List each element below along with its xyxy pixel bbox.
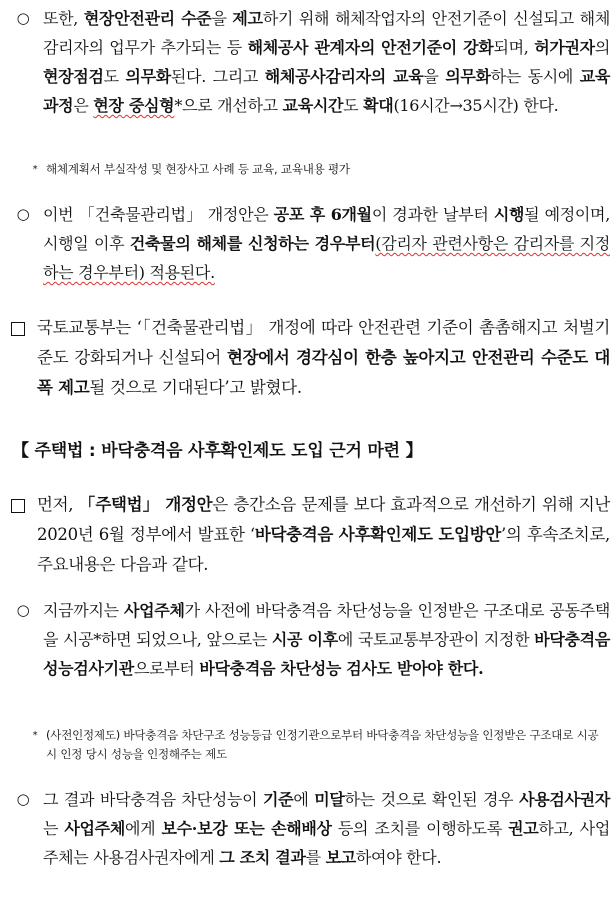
footnote-prior-certification bbox=[0, 726, 616, 764]
footnote-education bbox=[0, 160, 616, 179]
paragraph-enforcement bbox=[0, 200, 616, 287]
paragraph-safety-management bbox=[0, 4, 616, 120]
asterisk-icon: * bbox=[32, 730, 38, 741]
paragraph-ministry-statement bbox=[0, 313, 616, 403]
paragraph-text: 지금까지는 사업주체가 사전에 바닥충격음 차단성능을 인정받은 구조대로 공동주택을 시공*하면 되었으나, 앞으로는 시공 이후에 국토교통부장관이 지정한 바닥충격음 성능검사기관으로부터 바닥충격음 차단성능 검사도 받아야 한다. bbox=[43, 601, 610, 678]
paragraph-housing-act bbox=[0, 490, 616, 580]
circle-bullet-icon: ○ bbox=[16, 601, 30, 619]
section-heading: 【 주택법 : 바닥충격음 사후확인제도 도입 근거 마련 】 bbox=[12, 441, 423, 461]
footnote-text: 해체계획서 부실작성 및 현장사고 사례 등 교육, 교육내용 평가 bbox=[46, 162, 350, 176]
paragraph-text: 그 결과 바닥충격음 차단성능이 기준에 미달하는 것으로 확인된 경우 사용검사권자는 사업주체에게 보수·보강 또는 손해배상 등의 조치를 이행하도록 권고하고, 사업주체는 사용검사권자에게 그 조치 결과를 보고하여야 한다. bbox=[43, 790, 610, 867]
asterisk-icon: * bbox=[32, 164, 38, 175]
circle-bullet-icon: ○ bbox=[16, 205, 30, 223]
square-bullet-icon bbox=[7, 313, 29, 403]
footnote-text: (사전인정제도) 바닥충격음 차단구조 성능등급 인정기관으로부터 바닥충격음 차단성능을 인정받은 구조대로 시공 시 인정 당시 성능을 인정해주는 제도 bbox=[46, 728, 599, 761]
circle-bullet-icon: ○ bbox=[16, 9, 30, 27]
paragraph-text: 이번 「건축물관리법」 개정안은 공포 후 6개월이 경과한 날부터 시행될 예정이며, 시행일 이후 건축물의 해체를 신청하는 경우부터(감리자 관련사항은 감리자를 지정하는 경우부터) 적용된다. bbox=[43, 205, 610, 282]
paragraph-text: 먼저, 「주택법」 개정안은 층간소음 문제를 보다 효과적으로 개선하기 위해 지난 2020년 6월 정부에서 발표한 ‘바닥충격음 사후확인제도 도입방안’의 후속조치로, 주요내용은 다음과 같다. bbox=[37, 495, 610, 574]
paragraph-remedial-measures bbox=[0, 785, 616, 872]
circle-bullet-icon: ○ bbox=[16, 790, 30, 808]
square-bullet-icon bbox=[7, 490, 29, 580]
paragraph-text: 국토교통부는 ‘「건축물관리법」 개정에 따라 안전관련 기준이 촘촘해지고 처벌기준도 강화되거나 신설되어 현장에서 경각심이 한층 높아지고 안전관리 수준도 대폭 제고될 것으로 기대된다’고 밝혔다. bbox=[37, 318, 610, 397]
paragraph-performance-test bbox=[0, 596, 616, 683]
paragraph-text: 또한, 현장안전관리 수준을 제고하기 위해 해체작업자의 안전기준이 신설되고 해체감리자의 업무가 추가되는 등 해체공사 관계자의 안전기준이 강화되며, 허가권자의 현장점검도 의무화된다. 그리고 해체공사감리자의 교육을 의무화하는 동시에 교육과정은 현장 중심형*으로 개선하고 교육시간도 확대(16시간→35시간) 한다. bbox=[43, 9, 610, 115]
